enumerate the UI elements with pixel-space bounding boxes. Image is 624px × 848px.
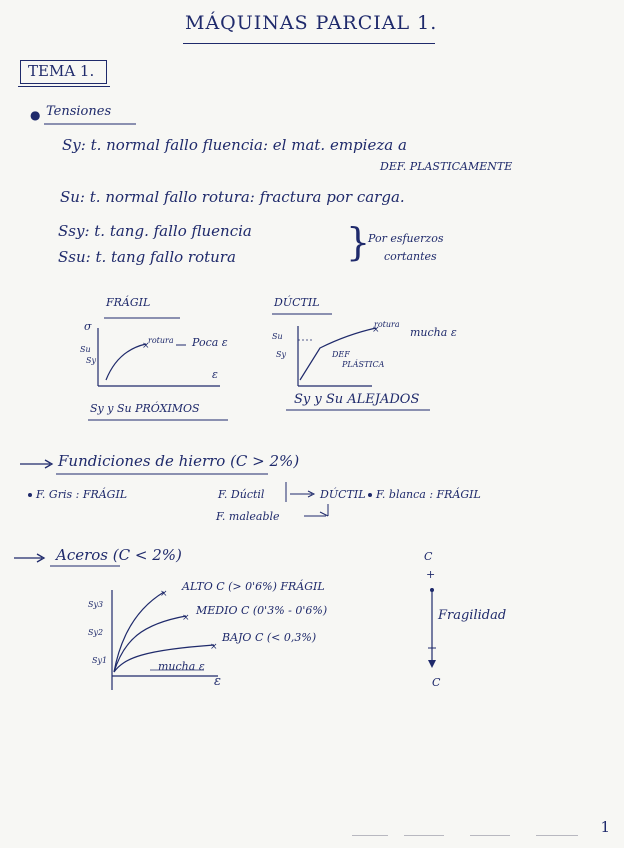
section-label: TEMA 1.: [28, 62, 95, 80]
fragilidad-c-top: C: [424, 550, 433, 563]
ssy-definition: Ssy: t. tang. fallo fluencia: [58, 222, 252, 240]
fragil-poca-label: Poca ε: [192, 336, 228, 349]
acero-sy1-label: Sy1: [92, 656, 108, 665]
fundicion-ductil: F. Dúctil: [218, 488, 265, 501]
fragil-rotura-label: rotura: [148, 336, 174, 345]
fundiciones-heading: Fundiciones de hierro (C > 2%): [58, 452, 300, 470]
acero-sy3-label: Sy3: [88, 600, 104, 609]
svg-text:×: ×: [372, 325, 380, 335]
fragil-axis-x: ε: [212, 368, 218, 381]
ductil-rotura-label: rotura: [374, 320, 400, 329]
curly-brace-icon: }: [346, 220, 371, 264]
fragil-title: FRÁGIL: [106, 296, 151, 309]
acero-medio: MEDIO C (0'3% - 0'6%): [196, 604, 328, 617]
fundicion-maleable: F. maleable: [216, 510, 280, 523]
sy-definition-cont: DEF. PLASTICAMENTE: [380, 160, 513, 173]
ductil-title: DÚCTIL: [274, 296, 320, 309]
svg-text:×: ×: [210, 642, 218, 652]
ductil-def-label: DEF: [332, 350, 350, 359]
acero-bajo: BAJO C (< 0,3%): [222, 631, 317, 644]
tensiones-heading: Tensiones: [46, 104, 112, 119]
bottom-mark-3: [470, 835, 510, 836]
ductil-sy-label: Sy: [276, 350, 286, 359]
ductil-su-label: Su: [272, 332, 283, 341]
sy-definition: Sy: t. normal fallo fluencia: el mat. empieza a: [62, 136, 407, 154]
fragil-sy-label: Sy: [86, 356, 96, 365]
svg-text:×: ×: [182, 613, 190, 623]
bottom-mark-1: [352, 835, 388, 836]
ductil-plastica-label: PLÁSTICA: [342, 360, 385, 369]
fundicion-blanca: F. blanca : FRÁGIL: [376, 488, 481, 501]
su-definition: Su: t. normal fallo rotura: fractura por carga.: [60, 188, 405, 206]
ductil-mucha-label: mucha ε: [410, 326, 457, 339]
fragilidad-c-bottom: C: [432, 676, 441, 689]
fragilidad-label: Fragilidad: [438, 608, 507, 623]
fragilidad-c-plus: +: [426, 568, 436, 581]
bullet-icon: ●: [30, 108, 41, 122]
acero-mucha-label: mucha ε: [158, 660, 205, 673]
ssu-definition: Ssu: t. tang fallo rotura: [58, 248, 236, 266]
cortantes-note-1: Por esfuerzos: [368, 232, 444, 245]
bottom-mark-2: [404, 835, 444, 836]
fragil-axis-top: σ: [84, 320, 92, 333]
svg-text:×: ×: [160, 589, 168, 599]
fundicion-gris: F. Gris : FRÁGIL: [36, 488, 128, 501]
acero-sy2-label: Sy2: [88, 628, 104, 637]
fragil-caption: Sy y Su PRÓXIMOS: [90, 402, 200, 415]
fragil-su-label: Su: [80, 345, 91, 354]
svg-text:×: ×: [142, 341, 150, 351]
aceros-heading: Aceros (C < 2%): [56, 546, 182, 564]
acero-axis-x: ε: [214, 674, 221, 689]
page-title: MÁQUINAS PARCIAL 1.: [185, 12, 438, 34]
acero-alto: ALTO C (> 0'6%) FRÁGIL: [182, 580, 325, 593]
page-number: 1: [600, 818, 610, 836]
fundicion-ductil-result: DÚCTIL: [320, 488, 366, 501]
ductil-caption: Sy y Su ALEJADOS: [294, 392, 420, 407]
bottom-mark-4: [536, 835, 578, 836]
cortantes-note-2: cortantes: [384, 250, 437, 263]
